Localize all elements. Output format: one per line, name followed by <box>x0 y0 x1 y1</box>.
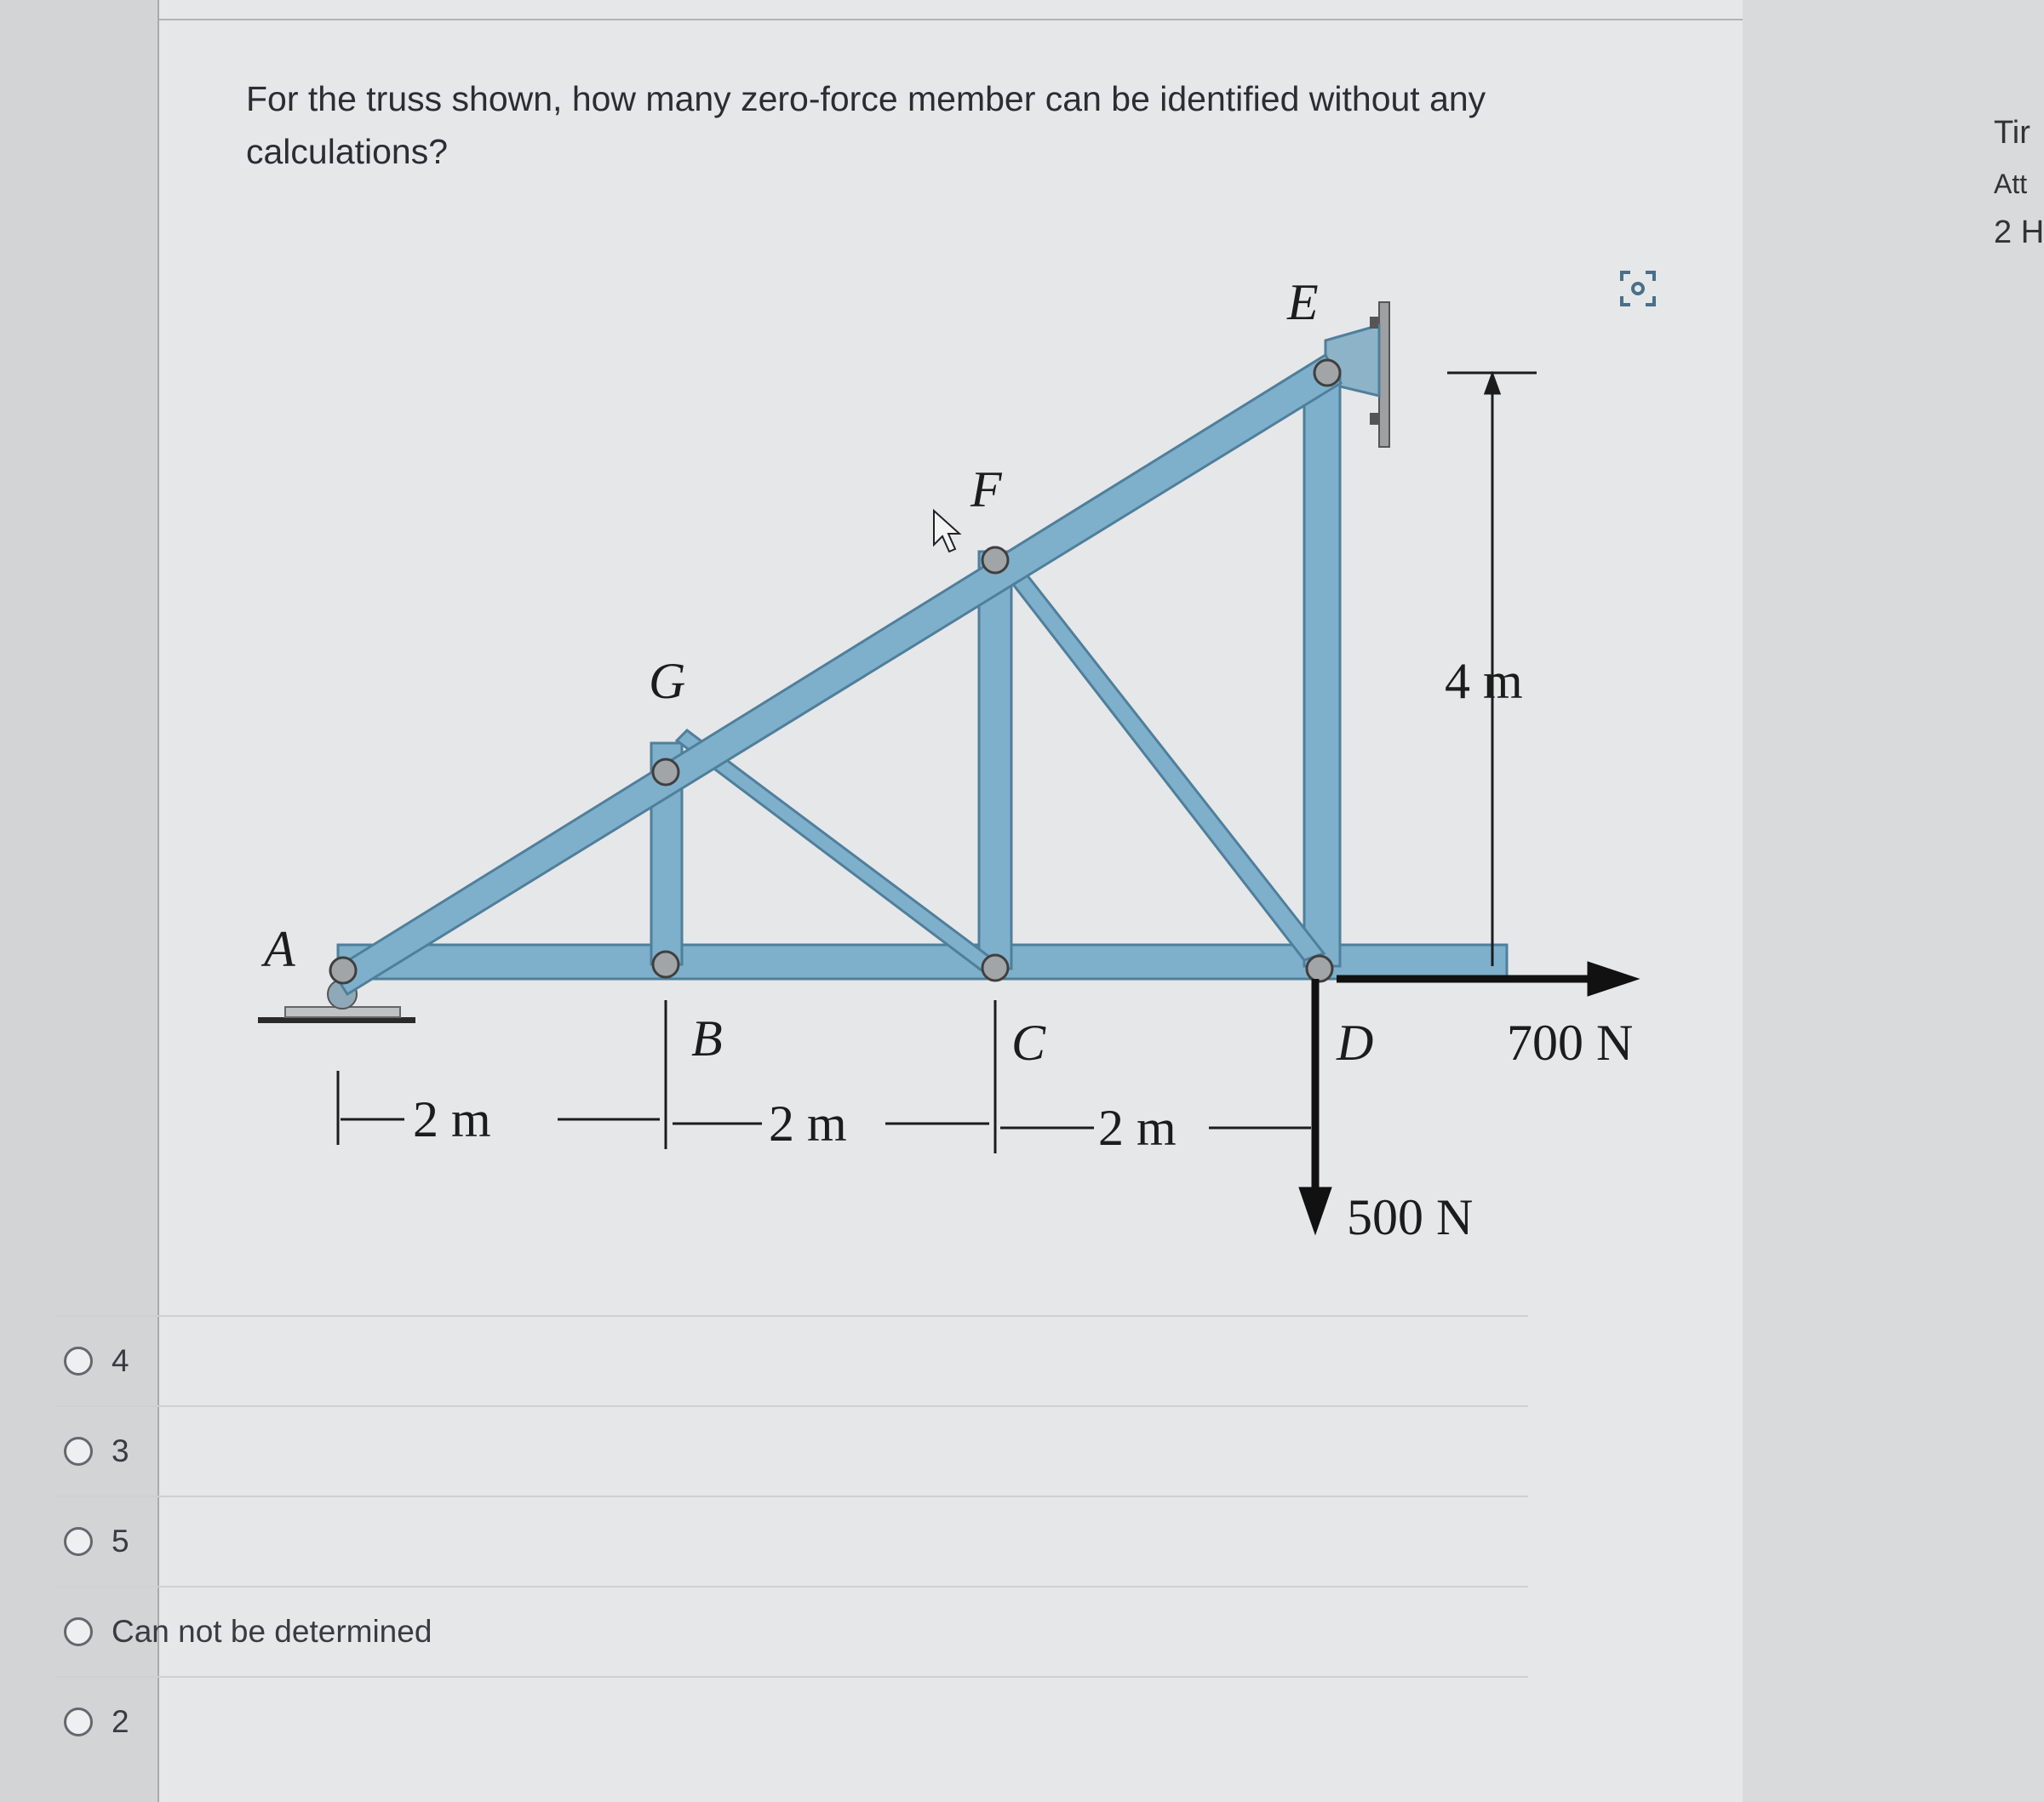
truss-figure <box>157 247 1741 1302</box>
answer-option-3[interactable] <box>55 1496 1528 1586</box>
load-vertical <box>1299 979 1331 1234</box>
load-horizontal-label: 700 N <box>1507 1015 1634 1071</box>
label-E: E <box>1287 274 1319 330</box>
answer-option-5[interactable] <box>55 1676 1528 1766</box>
load-vertical-head <box>1299 1187 1331 1234</box>
height-dim-arrow-top <box>1486 375 1499 393</box>
pin-A <box>330 958 356 983</box>
radio-button[interactable] <box>64 1527 93 1556</box>
truss-members <box>332 355 1507 994</box>
height-dim-label: 4 m <box>1445 653 1523 709</box>
member-FC <box>979 552 1011 969</box>
answer-label: 5 <box>112 1524 129 1559</box>
pin-B <box>653 952 678 977</box>
sidebar-time-label: Tir <box>1994 115 2030 151</box>
answer-label: 4 <box>112 1343 129 1378</box>
answer-label: 3 <box>112 1433 129 1468</box>
load-horizontal-head <box>1588 962 1639 996</box>
pin-C <box>982 955 1008 981</box>
question-text: For the truss shown, how many zero-force member can be identified without any calculations? <box>246 79 1486 171</box>
label-B: B <box>691 1010 723 1067</box>
pin-support-base <box>258 1017 415 1023</box>
load-vertical-label: 500 N <box>1347 1189 1474 1245</box>
member-GC <box>677 730 996 970</box>
member-FD <box>1009 570 1324 960</box>
label-D: D <box>1337 1015 1374 1071</box>
answer-list <box>55 1315 1528 1766</box>
answer-label: Can not be determined <box>112 1614 432 1649</box>
label-G: G <box>649 653 686 709</box>
dim-label-2: 2 m <box>769 1096 847 1152</box>
wall-bolt-top <box>1370 317 1378 329</box>
dim-label-3: 2 m <box>1098 1100 1177 1156</box>
answer-option-1[interactable] <box>55 1315 1528 1405</box>
label-F: F <box>970 461 1002 518</box>
focus-scan-icon[interactable] <box>1622 272 1654 305</box>
member-top-chord <box>332 355 1341 994</box>
quiz-sidebar <box>1743 0 2044 1802</box>
radio-button[interactable] <box>64 1347 93 1376</box>
panel-top-divider <box>159 19 1743 20</box>
answer-option-2[interactable] <box>55 1405 1528 1496</box>
radio-button[interactable] <box>64 1617 93 1646</box>
member-ED <box>1304 370 1340 966</box>
pin-G <box>653 759 678 785</box>
cursor-arrow-icon <box>934 511 959 552</box>
pin-F <box>982 547 1008 573</box>
sidebar-attempt-label: Att <box>1994 169 2028 199</box>
answer-label: 2 <box>112 1704 129 1739</box>
answer-option-4[interactable] <box>55 1586 1528 1676</box>
label-A: A <box>264 921 295 977</box>
wall-bolt-bottom <box>1370 413 1378 425</box>
pin-E <box>1314 360 1340 386</box>
dim-label-1: 2 m <box>413 1091 491 1147</box>
label-C: C <box>1011 1015 1046 1071</box>
sidebar-time-value: 2 H <box>1994 215 2044 250</box>
pin-D <box>1307 956 1332 981</box>
radio-button[interactable] <box>64 1708 93 1736</box>
wall-bracket-plate <box>1379 302 1389 447</box>
radio-button[interactable] <box>64 1437 93 1466</box>
